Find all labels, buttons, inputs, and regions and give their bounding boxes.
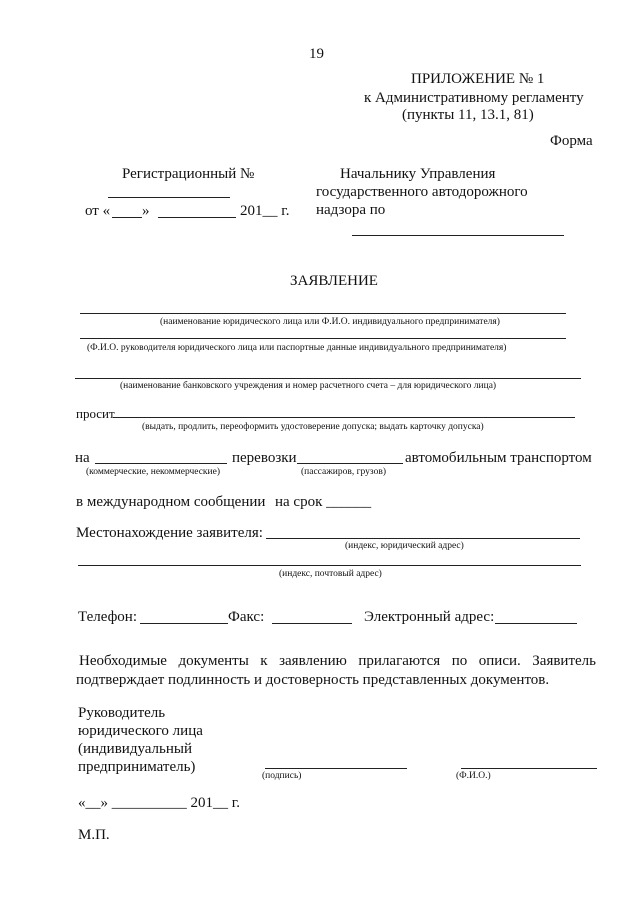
fio-line[interactable] xyxy=(461,768,597,769)
signatory-line-4: предприниматель) xyxy=(78,759,196,775)
cargo-type-line[interactable] xyxy=(297,463,403,464)
signatory-line-2: юридического лица xyxy=(78,723,203,739)
director-caption: (Ф.И.О. руководителя юридического лица или паспортные данные индивидуального предпринимателя) xyxy=(87,343,507,353)
addressee-line-2: государственного автодорожного xyxy=(316,184,528,200)
signature-caption: (подпись) xyxy=(262,771,302,781)
request-line[interactable] xyxy=(113,417,575,418)
addressee-line-3: надзора по xyxy=(316,202,386,218)
email-label: Электронный адрес: xyxy=(364,609,495,625)
fio-caption: (Ф.И.О.) xyxy=(456,771,491,781)
registration-year: 201__ г. xyxy=(240,203,290,219)
signature-line[interactable] xyxy=(265,768,407,769)
asks-label: просит xyxy=(76,406,115,421)
postal-address-caption: (индекс, почтовый адрес) xyxy=(279,569,382,579)
legal-address-line[interactable] xyxy=(266,538,580,539)
phone-label: Телефон: xyxy=(78,609,137,625)
reglament-reference: к Административному регламенту xyxy=(364,90,584,106)
registration-label: Регистрационный № xyxy=(122,166,255,182)
postal-address-line[interactable] xyxy=(78,565,581,566)
registration-day-line[interactable] xyxy=(112,217,142,218)
fax-label: Факс: xyxy=(228,609,265,625)
transport-label: перевозки xyxy=(232,450,297,466)
signatory-line-1: Руководитель xyxy=(78,705,166,721)
request-caption: (выдать, продлить, переоформить удостоверение допуска; выдать карточку допуска) xyxy=(142,422,484,432)
international-label: в международном сообщении xyxy=(76,494,266,510)
form-label: Форма xyxy=(550,133,593,149)
page-number: 19 xyxy=(309,46,324,62)
org-name-caption: (наименование юридического лица или Ф.И.О. индивидуального предпринимателя) xyxy=(160,317,500,327)
date-mid: » xyxy=(142,203,150,219)
phone-line[interactable] xyxy=(140,623,228,624)
legal-address-caption: (индекс, юридический адрес) xyxy=(345,541,464,551)
footer-date: «__» __________ 201__ г. xyxy=(78,795,240,811)
addressee-line-1: Начальнику Управления xyxy=(340,166,496,182)
email-line[interactable] xyxy=(495,623,577,624)
bank-caption: (наименование банковского учреждения и номер расчетного счета – для юридического лица) xyxy=(120,381,497,391)
registration-month-line[interactable] xyxy=(158,217,236,218)
bank-line[interactable] xyxy=(75,378,581,379)
commercial-caption: (коммерческие, некоммерческие) xyxy=(86,467,221,477)
date-prefix: от « xyxy=(85,203,111,219)
documents-paragraph: Необходимые документы к заявлению прилагаются по описи. Заявитель подтверждает подлинность и достоверность представленных документов. xyxy=(76,653,596,688)
on-label: на xyxy=(75,450,90,466)
stamp-label: М.П. xyxy=(78,827,110,843)
org-name-line[interactable] xyxy=(80,313,566,314)
commercial-line[interactable] xyxy=(95,463,227,464)
passengers-caption: (пассажиров, грузов) xyxy=(301,467,386,477)
signatory-line-3: (индивидуальный xyxy=(78,741,193,757)
appendix-title: ПРИЛОЖЕНИЕ № 1 xyxy=(411,71,545,87)
term-label: на срок ______ xyxy=(275,494,372,510)
reglament-points: (пункты 11, 13.1, 81) xyxy=(402,107,534,123)
addressee-region-line[interactable] xyxy=(352,235,564,236)
location-label: Местонахождение заявителя: xyxy=(76,525,263,541)
director-line[interactable] xyxy=(80,338,566,339)
auto-transport-label: автомобильным транспортом xyxy=(405,450,592,466)
document-title: ЗАЯВЛЕНИЕ xyxy=(290,273,378,289)
registration-number-line[interactable] xyxy=(108,197,230,198)
fax-line[interactable] xyxy=(272,623,352,624)
